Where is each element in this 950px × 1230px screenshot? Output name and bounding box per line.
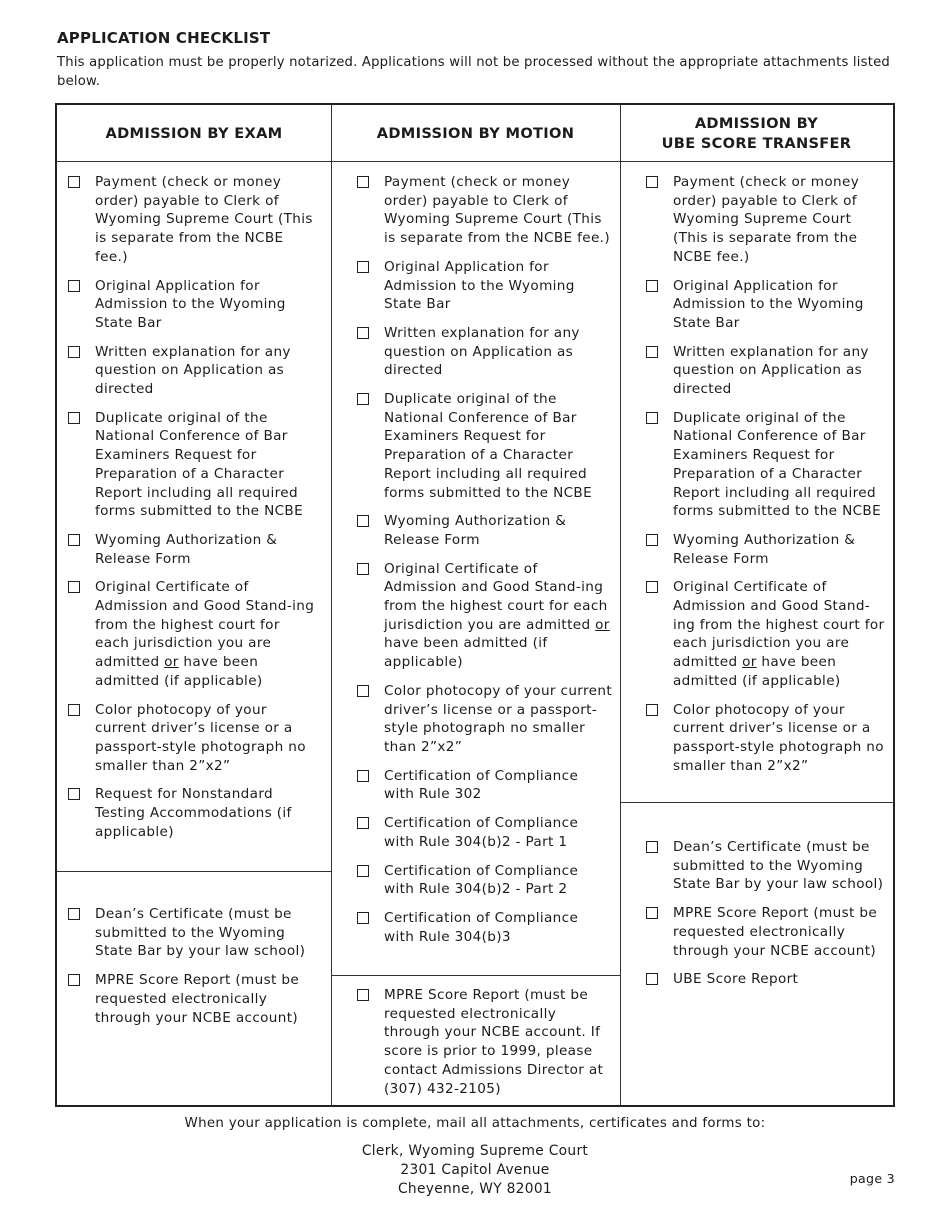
checklist-item [68,173,318,267]
exam-lower-checklist [68,905,318,1037]
checklist-item-label: Wyoming Authorization & Release Form [673,531,856,567]
checkbox[interactable] [68,788,80,800]
checklist-item-label: UBE Score Report [673,971,799,988]
ube-lower-checklist [646,838,886,999]
checkbox[interactable] [68,280,80,292]
ube-column-heading: ADMISSION BY UBE SCORE TRANSFER [661,114,852,152]
checkbox[interactable] [68,176,80,188]
checklist-item [68,578,318,690]
checklist-table [55,103,895,1107]
checklist-item-label: Payment (check or money order) payable to Clerk of Wyoming Supreme Court (This is separate from the NCBE fee.) [384,174,610,247]
checklist-item [68,701,318,776]
ube-section-divider [620,802,893,803]
checklist-item [68,409,318,521]
motion-column-heading: ADMISSION BY MOTION [376,124,575,142]
address-line: Cheyenne, WY 82001 [397,1181,552,1197]
exam-checklist [68,173,318,852]
checklist-item [68,905,318,961]
checklist-item [646,701,886,776]
checkbox[interactable] [68,974,80,986]
checkbox[interactable] [646,704,658,716]
checklist-item [646,531,886,568]
checkbox[interactable] [68,412,80,424]
checklist-item [357,390,612,502]
checklist-item [357,324,612,380]
checklist-item [357,986,612,1098]
checkbox[interactable] [357,817,369,829]
checklist-item-label: Written explanation for any question on Application as directed [673,343,869,398]
checklist-item [68,971,318,1027]
checklist-item-label: Original Certificate of Admission and Good Stand-ing from the highest court for each jurisdiction you are admitted or have been admitted (if applicable) [95,579,315,689]
checklist-item [357,909,612,946]
checklist-item-label: Dean’s Certificate (must be submitted to the Wyoming State Bar by your law school) [673,839,884,893]
column-divider [331,105,332,1105]
checklist-item [646,578,886,690]
checklist-item [646,277,886,333]
checklist-item [646,904,886,960]
checklist-item [357,862,612,899]
ube-checklist [646,173,886,785]
checklist-item [646,173,886,267]
checklist-item [357,767,612,804]
checklist-item [68,277,318,333]
checklist-item-label: Original Application for Admission to the Wyoming State Bar [384,258,575,313]
mailing-address [0,1142,950,1199]
checkbox[interactable] [357,176,369,188]
checkbox[interactable] [357,989,369,1001]
checklist-item-label: Wyoming Authorization & Release Form [95,531,278,567]
page-number: page 3 [849,1171,895,1186]
exam-section-divider [57,871,331,872]
checklist-item [357,682,612,757]
checklist-item [68,343,318,399]
checklist-item-label: MPRE Score Report (must be requested electronically through your NCBE account. If score is prior to 1999, please contact Admissions Director at (307) 432-2105) [384,987,604,1097]
checklist-item [646,409,886,521]
checklist-item-label: Original Application for Admission to the Wyoming State Bar [673,277,864,331]
page-title: APPLICATION CHECKLIST [57,29,271,47]
checkbox[interactable] [646,581,658,593]
checkbox[interactable] [357,685,369,697]
checkbox[interactable] [357,327,369,339]
checkbox[interactable] [646,907,658,919]
checklist-item-label: Certification of Compliance with Rule 304(b)3 [384,909,579,945]
checklist-item [357,173,612,248]
address-line: Clerk, Wyoming Supreme Court [361,1143,589,1159]
checklist-item [357,512,612,549]
checklist-item [646,970,886,989]
checklist-item-label: Payment (check or money order) payable to Clerk of Wyoming Supreme Court (This is separate from the NCBE fee.) [95,174,313,265]
checklist-item-label: Written explanation for any question on Application as directed [95,343,291,398]
checkbox[interactable] [68,704,80,716]
checklist-item-label: Duplicate original of the National Conference of Bar Examiners Request for Preparation of a Character Report including all required forms submitted to the NCBE [673,409,882,520]
checkbox[interactable] [357,865,369,877]
motion-section-divider [331,975,620,976]
checkbox[interactable] [357,563,369,575]
checklist-item-label: MPRE Score Report (must be requested electronically through your NCBE account) [95,972,300,1026]
motion-lower-checklist [357,986,612,1108]
checklist-item-label: Dean’s Certificate (must be submitted to the Wyoming State Bar by your law school) [95,906,306,960]
checkbox[interactable] [68,908,80,920]
motion-checklist [357,173,612,956]
checkbox[interactable] [68,581,80,593]
checkbox[interactable] [646,346,658,358]
checkbox[interactable] [646,534,658,546]
checklist-item [68,531,318,568]
checklist-item-label: Certification of Compliance with Rule 304(b)2 - Part 1 [384,815,579,850]
checklist-item-label: Original Certificate of Admission and Good Stand-ing from the highest court for each jurisdiction you are admitted or have been admitted (if applicable) [673,579,885,689]
checklist-item-label: Color photocopy of your current driver’s license or a passport-style photograph no smaller than 2”x2” [384,682,613,755]
checklist-item [646,838,886,894]
checklist-item-label: Color photocopy of your current driver’s license or a passport-style photograph no smaller than 2”x2” [673,701,884,774]
column-divider [620,105,621,1105]
address-line: 2301 Capitol Avenue [400,1162,550,1178]
checklist-item-label: Wyoming Authorization & Release Form [384,513,567,548]
checklist-item-label: Written explanation for any question on Application as directed [384,324,580,379]
checklist-item-label: Original Certificate of Admission and Good Stand-ing from the highest court for each jurisdiction you are admitted or have been admitted (if applicable) [384,560,610,671]
checkbox[interactable] [357,393,369,405]
checklist-item-label: Duplicate original of the National Conference of Bar Examiners Request for Preparation of a Character Report including all required forms submitted to the NCBE [95,409,304,520]
checklist-item-label: Request for Nonstandard Testing Accommodations (if applicable) [95,786,292,840]
checkbox[interactable] [357,261,369,273]
checklist-item-label: Payment (check or money order) payable to Clerk of Wyoming Supreme Court (This is separate from the NCBE fee.) [673,174,860,265]
checklist-item [646,343,886,399]
checkbox[interactable] [357,770,369,782]
checklist-item [357,814,612,851]
checklist-item-label: Certification of Compliance with Rule 302 [384,767,579,803]
checklist-item-label: Duplicate original of the National Conference of Bar Examiners Request for Preparation of a Character Report including all required forms submitted to the NCBE [384,391,593,501]
checkbox[interactable] [68,534,80,546]
checkbox[interactable] [646,841,658,853]
checklist-item [357,258,612,314]
checkbox[interactable] [357,515,369,527]
checklist-item-label: Original Application for Admission to the Wyoming State Bar [95,277,286,331]
checkbox[interactable] [646,973,658,985]
checklist-item-label: Certification of Compliance with Rule 304(b)2 - Part 2 [384,862,579,898]
checklist-item-label: Color photocopy of your current driver’s license or a passport-style photograph no smaller than 2”x2” [95,701,306,774]
mail-instructions: When your application is complete, mail all attachments, certificates and forms to: [184,1116,766,1131]
checkbox[interactable] [68,346,80,358]
checkbox[interactable] [646,280,658,292]
checklist-item [357,560,612,672]
checkbox[interactable] [357,912,369,924]
checkbox[interactable] [646,176,658,188]
checklist-item-label: MPRE Score Report (must be requested electronically through your NCBE account) [673,905,878,959]
intro-text: This application must be properly notarized. Applications will not be processed without the appropriate attachments listed below. [57,55,890,89]
checklist-item [68,785,318,841]
checkbox[interactable] [646,412,658,424]
exam-column-heading: ADMISSION BY EXAM [105,124,283,142]
